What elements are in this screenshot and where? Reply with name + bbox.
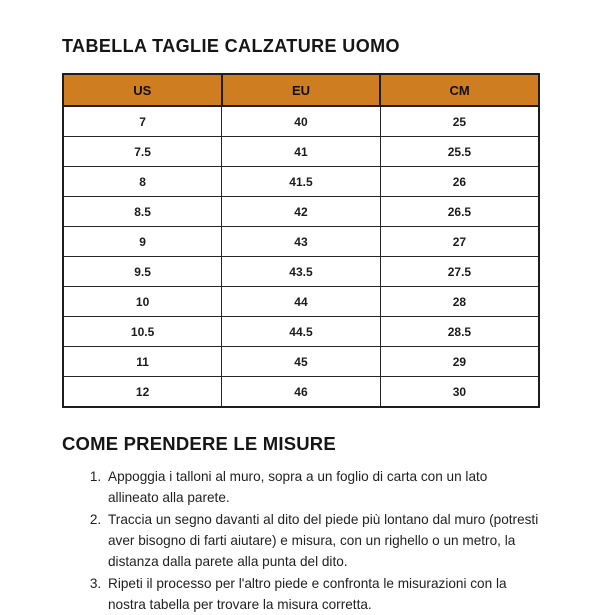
table-cell: 10.5 xyxy=(63,317,222,347)
column-header: EU xyxy=(222,74,381,106)
table-cell: 9.5 xyxy=(63,257,222,287)
table-cell: 10 xyxy=(63,287,222,317)
table-cell: 44 xyxy=(222,287,381,317)
table-cell: 43 xyxy=(222,227,381,257)
measuring-instructions xyxy=(62,466,540,615)
instruction-item: 2. Traccia un segno davanti al dito del piede più lontano dal muro (potresti aver bisogno di farti aiutare) e misura, con un righello o un metro, la distanza dalla parete alla punta del dito. xyxy=(105,509,540,572)
table-cell: 41.5 xyxy=(222,167,381,197)
size-table-header-row xyxy=(63,74,539,106)
table-cell: 30 xyxy=(380,377,539,408)
table-cell: 12 xyxy=(63,377,222,408)
table-cell: 7 xyxy=(63,106,222,137)
table-cell: 26.5 xyxy=(380,197,539,227)
table-cell: 8 xyxy=(63,167,222,197)
table-cell: 27 xyxy=(380,227,539,257)
table-cell: 46 xyxy=(222,377,381,408)
table-cell: 42 xyxy=(222,197,381,227)
table-cell: 43.5 xyxy=(222,257,381,287)
table-cell: 9 xyxy=(63,227,222,257)
table-cell: 28 xyxy=(380,287,539,317)
instruction-item: 1. Appoggia i talloni al muro, sopra a un foglio di carta con un lato allineato alla parete. xyxy=(105,466,540,508)
table-cell: 8.5 xyxy=(63,197,222,227)
column-header: CM xyxy=(380,74,539,106)
table-row xyxy=(63,377,539,408)
section-title: COME PRENDERE LE MISURE xyxy=(62,433,336,454)
table-row xyxy=(63,106,539,137)
table-row xyxy=(63,257,539,287)
table-row xyxy=(63,227,539,257)
table-cell: 45 xyxy=(222,347,381,377)
size-table xyxy=(62,73,540,408)
table-cell: 29 xyxy=(380,347,539,377)
table-cell: 11 xyxy=(63,347,222,377)
table-row xyxy=(63,197,539,227)
table-row xyxy=(63,317,539,347)
table-cell: 26 xyxy=(380,167,539,197)
table-row xyxy=(63,347,539,377)
table-cell: 41 xyxy=(222,137,381,167)
table-cell: 40 xyxy=(222,106,381,137)
table-cell: 27.5 xyxy=(380,257,539,287)
table-cell: 28.5 xyxy=(380,317,539,347)
table-cell: 25.5 xyxy=(380,137,539,167)
table-cell: 7.5 xyxy=(63,137,222,167)
table-row xyxy=(63,167,539,197)
table-row xyxy=(63,137,539,167)
table-cell: 25 xyxy=(380,106,539,137)
table-cell: 44.5 xyxy=(222,317,381,347)
instruction-item: 3. Ripeti il processo per l'altro piede e confronta le misurazioni con la nostra tabella per trovare la misura corretta. xyxy=(105,573,540,615)
column-header: US xyxy=(63,74,222,106)
table-row xyxy=(63,287,539,317)
page-title: TABELLA TAGLIE CALZATURE UOMO xyxy=(62,36,400,56)
